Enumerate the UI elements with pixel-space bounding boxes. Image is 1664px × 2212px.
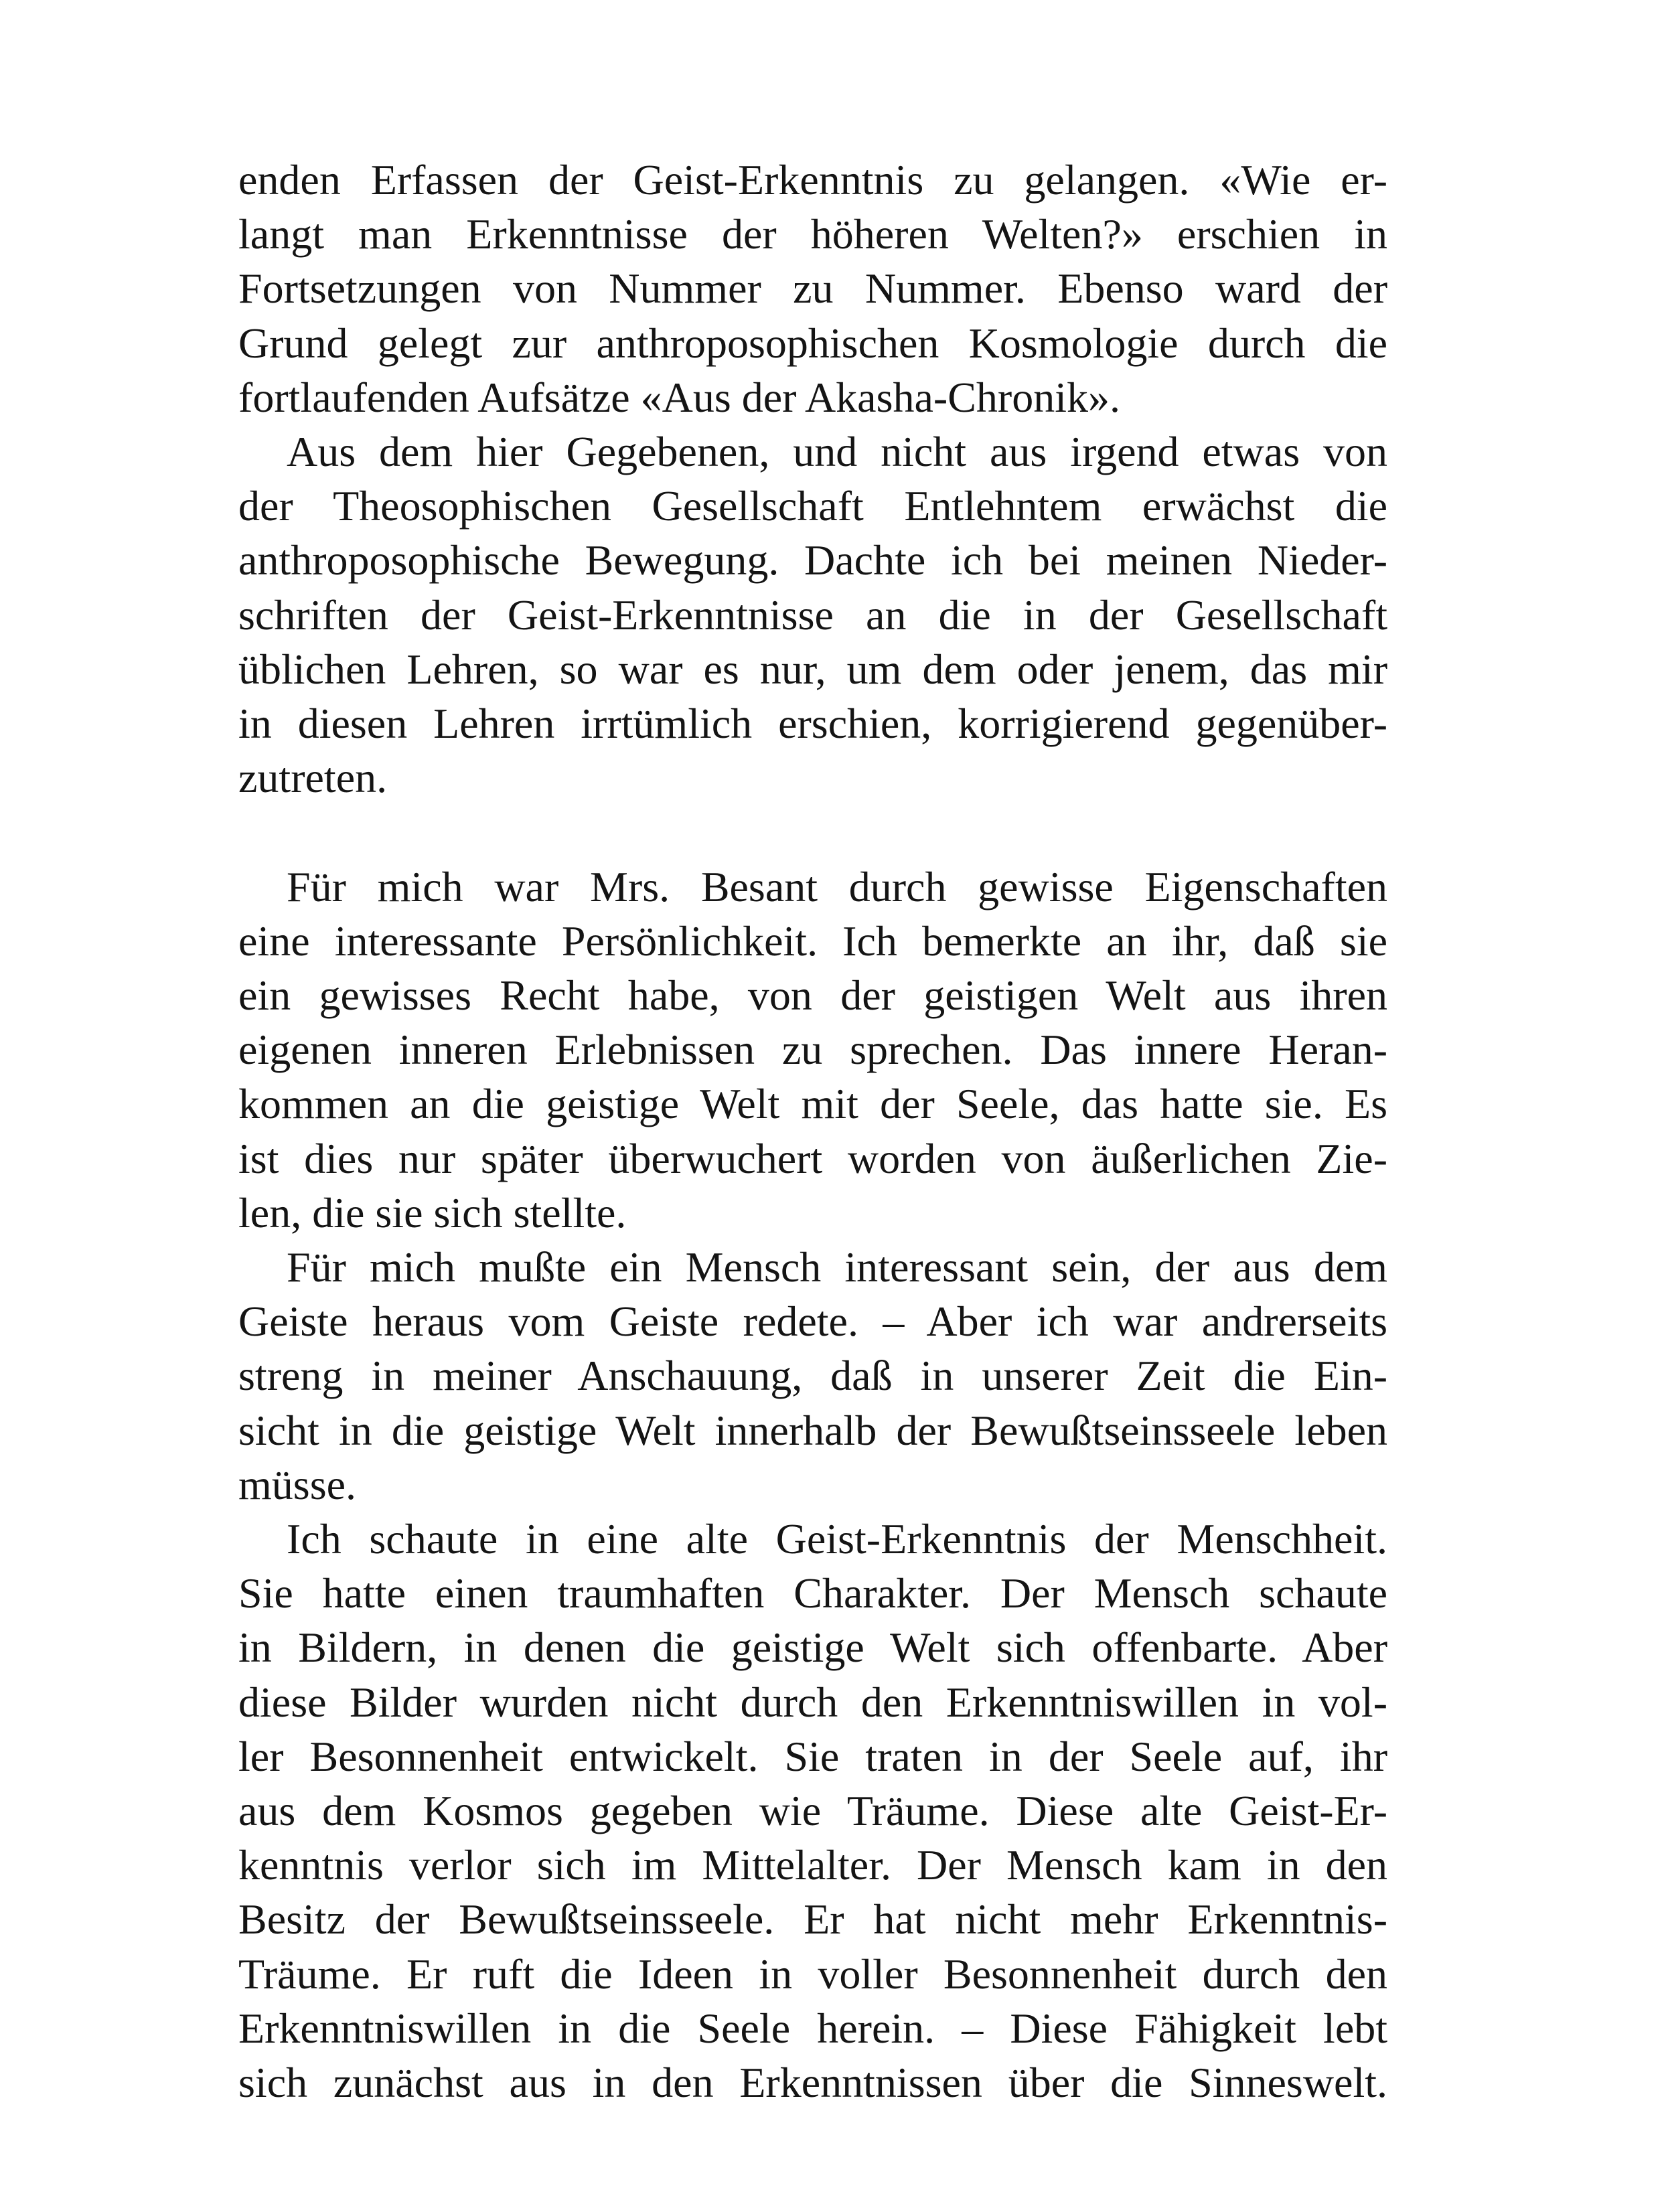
text-line: anthroposophische Bewegung. Dachte ich bei meinen Nieder- [238,536,1387,584]
text-line: Erkenntniswillen in die Seele herein. – Diese Fähigkeit lebt [238,2004,1387,2052]
text-line: sicht in die geistige Welt innerhalb der Bewußtseinsseele leben [238,1406,1387,1454]
paragraph [238,1512,1387,2110]
text-line: Für mich war Mrs. Besant durch gewisse Eigenschaften [287,862,1387,911]
text-line: ist dies nur später überwuchert worden von äußerlichen Zie- [238,1134,1387,1182]
paragraph [238,860,1387,1240]
text-line: eine interessante Persönlichkeit. Ich bemerkte an ihr, daß sie [238,917,1387,965]
text-line: langt man Erkenntnisse der höheren Welten?» erschien in [238,210,1387,258]
book-page-text [238,153,1387,2110]
text-line: kenntnis verlor sich im Mittelalter. Der Mensch kam in den [238,1841,1387,1889]
text-line: Aus dem hier Gegebenen, und nicht aus irgend etwas von [287,428,1387,476]
text-line: in diesen Lehren irrtümlich erschien, korrigierend gegenüber- [238,700,1387,748]
paragraph [238,424,1387,805]
paragraph [238,153,1387,424]
text-line: Sie hatte einen traumhaften Charakter. Der Mensch schaute [238,1569,1387,1617]
text-line: kommen an die geistige Welt mit der Seele, das hatte sie. Es [238,1080,1387,1128]
text-line: Geiste heraus vom Geiste redete. – Aber ich war andrerseits [238,1297,1387,1346]
text-line: Ich schaute in eine alte Geist-Erkenntnis der Menschheit. [287,1515,1387,1563]
text-line: Grund gelegt zur anthroposophischen Kosmologie durch die [238,319,1387,367]
text-line: üblichen Lehren, so war es nur, um dem oder jenem, das mir [238,645,1387,693]
text-line: diese Bilder wurden nicht durch den Erkenntniswillen in vol- [238,1678,1387,1726]
text-line: sich zunächst aus in den Erkenntnissen über die Sinneswelt. [238,2059,1387,2107]
text-line: len, die sie sich stellte. [238,1188,627,1237]
text-line: der Theosophischen Gesellschaft Entlehntem erwächst die [238,482,1387,530]
text-line: eigenen inneren Erlebnissen zu sprechen. Das innere Heran- [238,1026,1387,1074]
text-line: ein gewisses Recht habe, von der geistigen Welt aus ihren [238,971,1387,1020]
text-line: streng in meiner Anschauung, daß in unserer Zeit die Ein- [238,1352,1387,1400]
text-line: müsse. [238,1460,356,1508]
text-line: Fortsetzungen von Nummer zu Nummer. Ebenso ward der [238,264,1387,313]
text-line: Besitz der Bewußtseinsseele. Er hat nicht mehr Erkenntnis- [238,1895,1387,1944]
text-line: ler Besonnenheit entwickelt. Sie traten in der Seele auf, ihr [238,1732,1387,1780]
text-line: Träume. Er ruft die Ideen in voller Besonnenheit durch den [238,1950,1387,1998]
text-line: Für mich mußte ein Mensch interessant sein, der aus dem [287,1243,1387,1291]
paragraph [238,1240,1387,1512]
text-line: fortlaufenden Aufsätze «Aus der Akasha-Chronik». [238,373,1120,421]
text-line: schriften der Geist-Erkenntnisse an die in der Gesellschaft [238,590,1387,639]
text-line: in Bildern, in denen die geistige Welt sich offenbarte. Aber [238,1624,1387,1672]
text-line: aus dem Kosmos gegeben wie Träume. Diese alte Geist-Er- [238,1787,1387,1835]
text-line: zutreten. [238,754,388,802]
text-line: enden Erfassen der Geist-Erkenntnis zu gelangen. «Wie er- [238,156,1387,204]
